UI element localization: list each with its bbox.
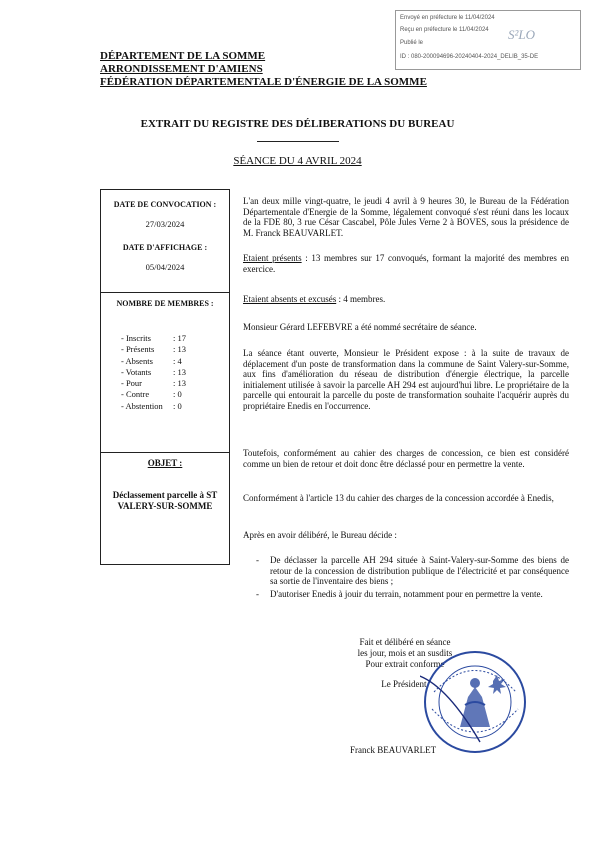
members-label: NOMBRE DE MEMBRES : <box>116 299 214 308</box>
published-date: Publié le <box>400 40 424 46</box>
exposition-paragraph: La séance étant ouverte, Monsieur le Président expose : à la suite de travaux de déplacement d'un poste de transformation dans la commune de Saint Valery-sur-Somme, aux fins d'amélioration du réseau de distribution d'énergie électrique, la parcelle initialement utilisée à savoir la parcelle AH 294 est aujourd'hui libre. Le propriétaire de la parcelle qui entourait la parcelle du poste de transformation souhaite l'acquérir auprès du propriétaire Enedis en l'occurrence. <box>243 348 569 411</box>
member-count-row: - Absents : 4 <box>121 355 182 366</box>
concession-paragraph: Toutefois, conformément au cahier des charges de concession, ce bien est considéré comme un bien de retour et doit donc être déclassé pour en permettre la vente. <box>243 448 569 469</box>
member-count-row: - Contre : 0 <box>121 389 182 400</box>
list-item: - De déclasser la parcelle AH 294 située à Saint-Valery-sur-Somme des biens de retour de la concession de distribution publique de l'électricité et par conséquence sa sortie de l'inventaire des biens ; <box>256 555 569 587</box>
decision-item-1: De déclasser la parcelle AH 294 située à Saint-Valery-sur-Somme des biens de retour de la concession de distribution publique de l'électricité et par conséquence sa sortie de l'inventaire des biens ; <box>270 555 569 587</box>
document-title: EXTRAIT DU REGISTRE DES DÉLIBERATIONS DU BUREAU <box>140 118 455 130</box>
member-count-row: - Pour : 13 <box>121 378 186 389</box>
s2lo-signature: S²LO <box>508 27 536 42</box>
title-divider <box>257 141 339 142</box>
decision-item-2: D'autoriser Enedis à jouir du terrain, notamment pour en permettre la vente. <box>270 588 543 599</box>
affichage-label: DATE D'AFFICHAGE : <box>122 243 208 252</box>
objet-box <box>100 453 230 565</box>
present-paragraph <box>243 253 569 274</box>
present-text: : 13 membres sur 17 convoqués, formant la majorité des membres en exercice. <box>243 253 569 274</box>
absent-label: Etaient absents et excusés <box>243 294 337 304</box>
president-title: Le Président, <box>381 679 429 689</box>
member-count-row: - Inscrits : 17 <box>121 333 186 343</box>
article-paragraph: Conformément à l'article 13 du cahier des charges de la concession accordée à Enedis, <box>243 493 554 503</box>
session-date: SÉANCE DU 4 AVRIL 2024 <box>233 155 362 167</box>
decision-list <box>256 555 569 601</box>
official-seal <box>420 647 530 757</box>
document-id: ID : 080-200094696-20240404-2024_DELIB_35-DE <box>400 54 539 60</box>
opening-paragraph: L'an deux mille vingt-quatre, le jeudi 4 avril à 9 heures 30, le Bureau de la Fédération Départementale d'Energie de la Somme, légalement convoqué s'est réuni dans les locaux de la FDE 80, 3 rue César Cascabel, Pôle Jules Verne 2 à BOVES, sous la présidence de M. Franck BEAUVARLET. <box>243 196 569 238</box>
member-count-row: - Votants : 13 <box>121 366 186 377</box>
decision-intro: Après en avoir délibéré, le Bureau décide : <box>243 530 397 540</box>
closing-line-2: les jour, mois et an susdits <box>357 648 453 658</box>
received-date: Reçu en préfecture le 11/04/2024 <box>400 27 489 33</box>
federation-line: FÉDÉRATION DÉPARTEMENTALE D'ÉNERGIE DE LA SOMME <box>100 76 427 88</box>
members-list <box>121 333 203 412</box>
member-count-row: - Abstention : 0 <box>121 400 182 411</box>
convocation-date: 27/03/2024 <box>145 219 185 229</box>
present-label: Etaient présents <box>243 253 302 263</box>
closing-line-3: Pour extrait conforme <box>365 659 445 669</box>
signer-name: Franck BEAUVARLET <box>350 745 437 755</box>
member-count-row: - Présents : 13 <box>121 344 186 355</box>
arrondissement-line: ARRONDISSEMENT D'AMIENS <box>100 63 263 75</box>
absent-text: : 4 membres. <box>336 294 386 304</box>
convocation-label: DATE DE CONVOCATION : <box>113 200 217 209</box>
sent-date: Envoyé en préfecture le 11/04/2024 <box>400 15 495 21</box>
dates-box <box>100 189 230 293</box>
closing-line-1: Fait et délibéré en séance <box>359 637 451 647</box>
objet-label: OBJET : <box>147 458 183 468</box>
objet-text: Déclassement parcelle à ST VALERY-SUR-SOMME <box>112 490 218 511</box>
absent-paragraph <box>243 294 569 305</box>
secretary-paragraph: Monsieur Gérard LEFEBVRE a été nommé secrétaire de séance. <box>243 322 477 332</box>
department-line: DÉPARTEMENT DE LA SOMME <box>100 50 266 62</box>
members-box <box>100 293 230 453</box>
affichage-date: 05/04/2024 <box>145 262 185 272</box>
organization-header <box>100 50 427 89</box>
list-item: - D'autoriser Enedis à jouir du terrain, notamment pour en permettre la vente. <box>256 589 569 600</box>
